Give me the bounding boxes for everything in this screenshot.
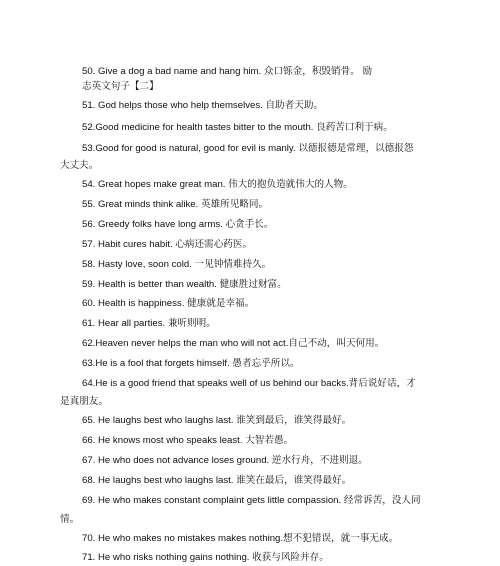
proverb-56: 56. Greedy folks have long arms. 心贪手长。 bbox=[82, 219, 274, 230]
proverb-70: 70. He who makes no mistakes makes nothing.想不犯错误，就一事无成。 bbox=[82, 533, 399, 544]
proverb-58: 58. Hasty love, soon cold. 一见钟情难持久。 bbox=[82, 259, 272, 270]
proverb-52: 52.Good medicine for health tastes bitter to the mouth. 良药苦口利于病。 bbox=[82, 122, 393, 133]
proverb-54: 54. Great hopes make great man. 伟大的抱负造就伟大的人物。 bbox=[82, 179, 353, 190]
proverb-53-line2: 大丈夫。 bbox=[60, 160, 99, 171]
proverb-65: 65. He laughs best who laughs last. 谁笑到最后，谁笑得最好。 bbox=[82, 415, 352, 426]
proverb-69-line1: 69. He who makes constant complaint gets little compassion. 经常诉苦，没人同 bbox=[82, 495, 421, 506]
proverb-63: 63.He is a fool that forgets himself. 愚者忘乎所以。 bbox=[82, 358, 300, 369]
proverb-68: 68. He laughs best who laughs last. 谁笑在最后，谁笑得最好。 bbox=[82, 475, 352, 486]
proverb-51: 51. God helps those who help themselves. 自助者天助。 bbox=[82, 100, 324, 111]
proverb-50-line1: 50. Give a dog a bad name and hang him. 众口铄金，积毁销骨。 励 bbox=[82, 66, 373, 77]
proverb-69-line2: 情。 bbox=[60, 514, 80, 525]
proverb-61: 61. Hear all parties. 兼听则明。 bbox=[82, 318, 216, 329]
proverb-62: 62.Heaven never helps the man who will not act.自己不动，叫天何用。 bbox=[82, 338, 385, 349]
proverb-50-line2: 志英文句子【二】 bbox=[82, 81, 159, 92]
proverb-55: 55. Great minds think alike. 英雄所见略同。 bbox=[82, 199, 269, 210]
proverb-64-line2: 是真朋友。 bbox=[60, 396, 108, 407]
proverb-66: 66. He knows most who speaks least. 大智若愚。 bbox=[82, 435, 294, 446]
proverb-64-line1: 64.He is a good friend that speaks well of us behind our backs.背后说好话，才 bbox=[82, 378, 416, 389]
proverb-67: 67. He who does not advance loses ground. 逆水行舟，不进则退。 bbox=[82, 455, 368, 466]
proverb-57: 57. Habit cures habit. 心病还需心药医。 bbox=[82, 239, 253, 250]
proverb-60: 60. Health is happiness. 健康就是幸福。 bbox=[82, 298, 255, 309]
proverb-53-line1: 53.Good for good is natural, good for evil is manly. 以德报德是常理，以德报怨 bbox=[82, 143, 414, 154]
proverb-59: 59. Health is better than wealth. 健康胜过财富。 bbox=[82, 279, 287, 290]
proverb-71: 71. He who risks nothing gains nothing. 收获与风险并存。 bbox=[82, 552, 329, 563]
